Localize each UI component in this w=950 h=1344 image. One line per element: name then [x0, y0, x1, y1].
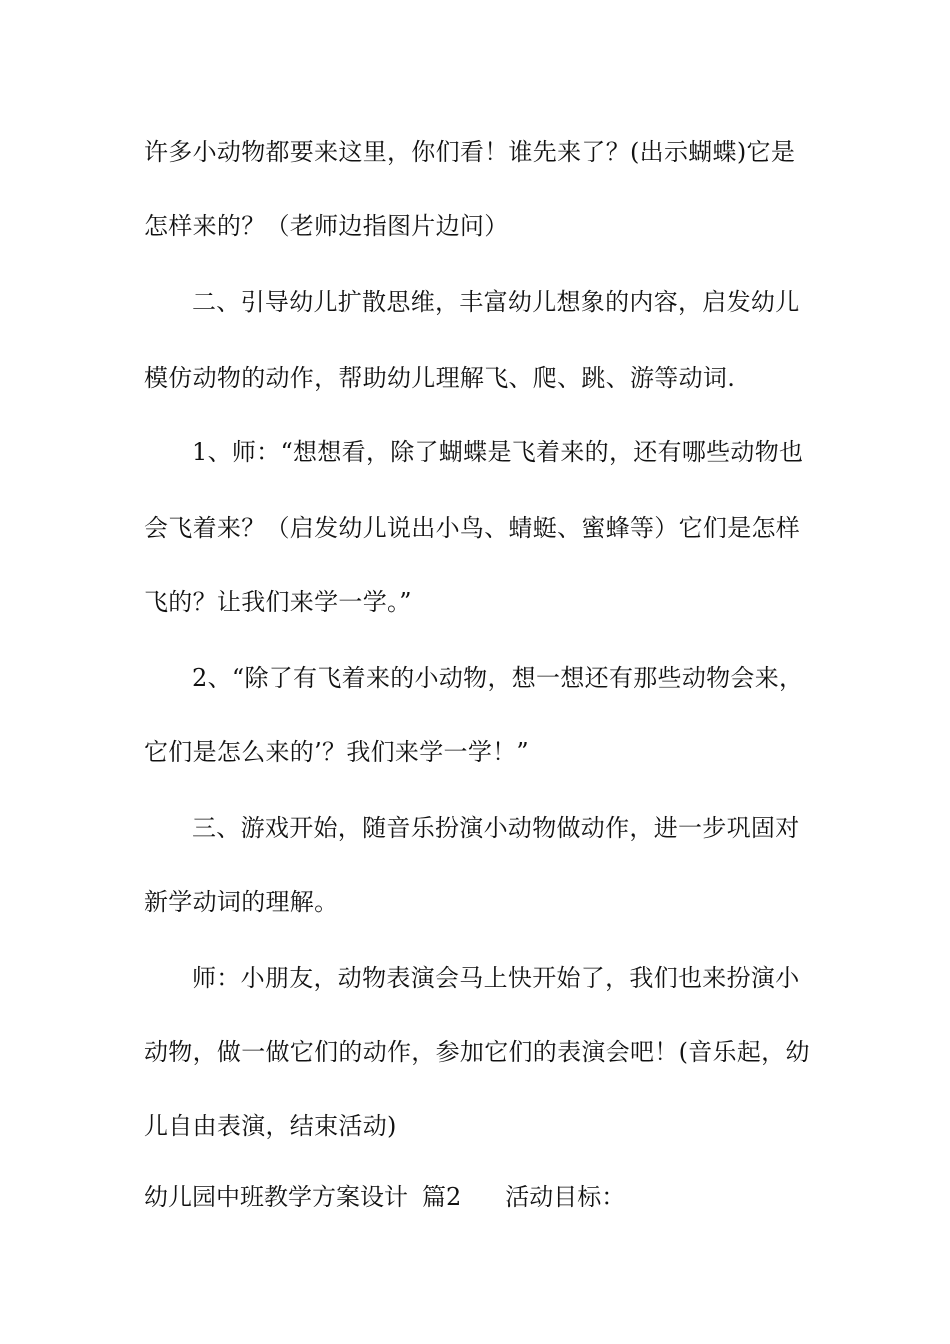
heading-subtitle: 活动目标： [505, 1183, 626, 1211]
text-line: 儿自由表演，结束活动) [144, 1112, 397, 1140]
text-line: 飞的？让我们来学一学。” [144, 588, 412, 616]
text-line: 许多小动物都要来这里，你们看！谁先来了？(出示蝴蝶)它是 [144, 138, 796, 166]
text-line: 会飞着来？（启发幼儿说出小鸟、蜻蜓、蜜蜂等）它们是怎样 [144, 514, 801, 542]
text-line: 新学动词的理解。 [144, 888, 339, 916]
section-heading [144, 1181, 625, 1213]
paragraph-start-line: 2、“除了有飞着来的小动物，想一想还有那些动物会来， [192, 664, 804, 692]
text-line: 动物，做一做它们的动作，参加它们的表演会吧！(音乐起，幼 [144, 1038, 810, 1066]
text-line: 模仿动物的动作，帮助幼儿理解飞、爬、跳、游等动词. [144, 364, 736, 392]
heading-title: 幼儿园中班教学方案设计 [144, 1183, 408, 1211]
paragraph-start-line: 师：小朋友，动物表演会马上快开始了，我们也来扮演小 [192, 964, 800, 992]
text-line: 它们是怎么来的’？我们来学一学！” [144, 738, 529, 766]
text-line: 怎样来的？（老师边指图片边问） [144, 212, 509, 240]
paragraph-start-line: 三、游戏开始，随音乐扮演小动物做动作，进一步巩固对 [192, 814, 800, 842]
paragraph-start-line: 1、师：“想想看，除了蝴蝶是飞着来的，还有哪些动物也 [192, 438, 804, 466]
paragraph-start-line: 二、引导幼儿扩散思维，丰富幼儿想象的内容，启发幼儿 [192, 288, 800, 316]
heading-section-number: 篇2 [422, 1183, 462, 1211]
